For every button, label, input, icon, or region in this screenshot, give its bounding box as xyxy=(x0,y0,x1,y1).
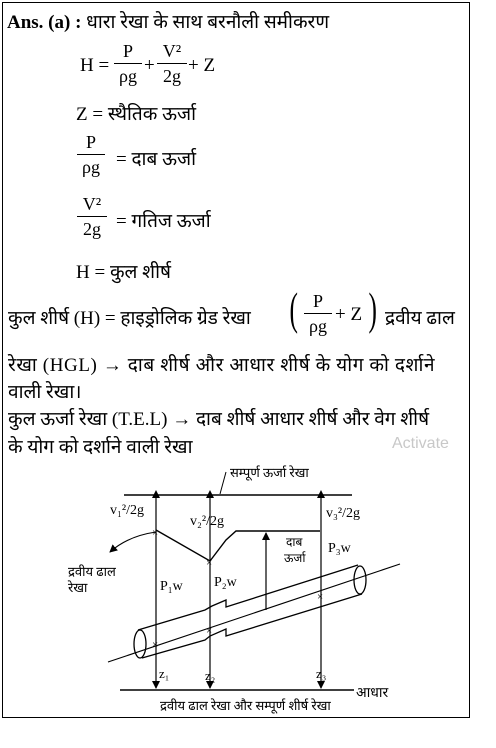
velocity-head-2: v₂²/2g xyxy=(190,514,224,529)
fraction-numerator: V² xyxy=(82,194,102,214)
hgl-line3: वाली रेखा। xyxy=(8,382,82,403)
pressure-head-2: P₂w xyxy=(214,575,237,590)
hgl-line1-right: द्रवीय ढाल xyxy=(385,308,455,329)
fraction-denominator: 2g xyxy=(163,66,181,86)
datum-head-3: z₃ xyxy=(316,666,327,681)
pressure-head-3: P₃w xyxy=(328,541,351,556)
pipe-left-end xyxy=(134,630,146,658)
definition-term: H xyxy=(76,262,90,283)
plus-sign: + xyxy=(144,55,155,76)
answer-heading-text: धारा रेखा के साथ बरनौली समीकरण xyxy=(86,12,330,33)
fraction-denominator: ρg xyxy=(82,157,100,177)
energy-label-leader xyxy=(220,472,226,494)
hgl-fraction-tail: + Z xyxy=(335,304,363,325)
fraction-numerator: P xyxy=(85,132,96,152)
definition-meaning: = स्थैतिक ऊर्जा xyxy=(92,104,197,125)
hgl-line2: रेखा (HGL) → दाब शीर्ष और आधार शीर्ष के योग को दर्शाने xyxy=(8,355,436,376)
section-3-pipe-marker: × xyxy=(317,591,324,603)
datum-head-2: z₂ xyxy=(205,668,216,683)
section-1-marker: × xyxy=(152,527,159,539)
hgl-label-line1: द्रवीय ढाल xyxy=(68,564,116,579)
fraction-numerator: P xyxy=(312,291,323,311)
activate-watermark: Activate xyxy=(392,435,449,452)
left-parenthesis: ( xyxy=(289,283,298,334)
tel-line1: कुल ऊर्जा रेखा (T.E.L) → दाब शीर्ष आधार शीर्ष और वेग शीर्ष xyxy=(8,409,430,430)
section-1-pipe-marker: × xyxy=(152,639,159,651)
right-parenthesis: ) xyxy=(368,283,377,334)
definition-pressure-meaning: = दाब ऊर्जा xyxy=(116,149,197,170)
fraction-denominator: 2g xyxy=(83,219,101,239)
pressure-energy-label-2: ऊर्जा xyxy=(284,551,306,565)
answer-prefix: Ans. (a) : xyxy=(7,12,82,33)
diagram-caption: द्रवीय ढाल रेखा और सम्पूर्ण शीर्ष रेखा xyxy=(160,698,331,713)
hgl-label-arrow xyxy=(110,532,156,552)
velocity-head-3: v₃²/2g xyxy=(326,506,360,521)
equation-tail: + Z xyxy=(188,55,216,76)
fraction-numerator: P xyxy=(122,41,133,61)
fraction-numerator: V² xyxy=(162,41,182,61)
datum-head-1: z₁ xyxy=(159,666,170,681)
pipe-right-end xyxy=(354,566,366,594)
total-energy-label: सम्पूर्ण ऊर्जा रेखा xyxy=(230,465,309,480)
tel-line2: के योग को दर्शाने वाली रेखा xyxy=(8,437,193,458)
fraction-denominator: ρg xyxy=(119,66,137,86)
velocity-head-1: v₁²/2g xyxy=(110,503,144,518)
definition-meaning: = कुल शीर्ष xyxy=(94,262,171,283)
equation-lhs: H = xyxy=(80,55,110,76)
section-2-marker: × xyxy=(206,557,213,569)
pressure-energy-label-1: दाब xyxy=(286,535,303,549)
hgl-label-line2: रेखा xyxy=(68,580,88,595)
hgl-line1-left: कुल शीर्ष (H) = हाइड्रोलिक ग्रेड रेखा xyxy=(8,308,251,329)
definition-velocity-meaning: = गतिज ऊर्जा xyxy=(116,211,211,232)
pressure-head-1: P₁w xyxy=(160,579,183,594)
section-2-pipe-marker: × xyxy=(206,625,213,637)
datum-label: आधार xyxy=(356,686,389,701)
definition-term: Z xyxy=(76,104,88,125)
fraction-denominator: ρg xyxy=(309,316,327,336)
